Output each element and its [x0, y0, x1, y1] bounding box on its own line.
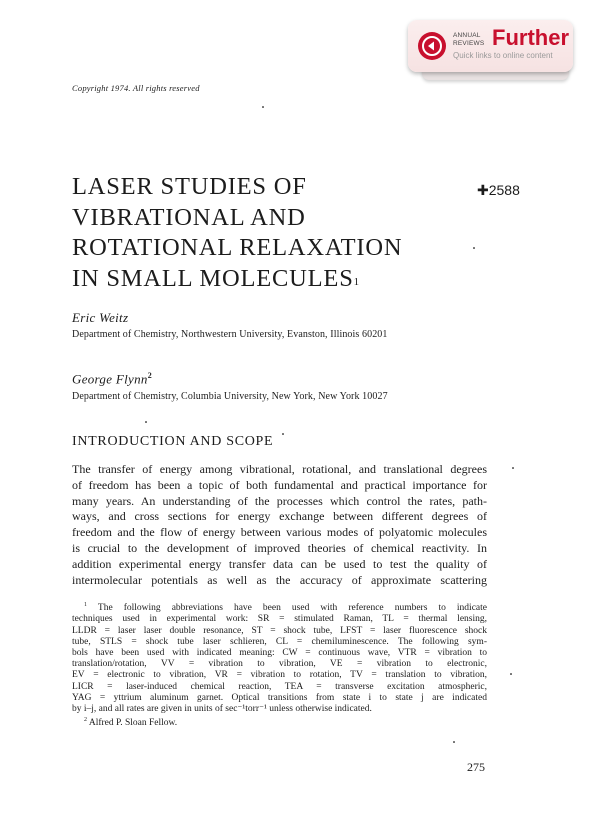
footnote-line: LICR = laser-induced chemical reaction, TEA = transverse excitation atmospheric,	[72, 681, 487, 692]
footnote-line: EV = electronic to vibration, VR = vibration to rotation, TV = translation to vibration,	[72, 670, 487, 681]
badge-tab	[422, 68, 569, 80]
title-footnote-mark: 1	[353, 275, 360, 288]
body-line: is crucial to the development of improved theories of chemical reactivity. In	[72, 540, 487, 555]
footnotes	[72, 600, 487, 730]
footnote-line: by i–j, and all rates are given in units of sec⁻¹torr⁻¹ unless otherwise indicated.	[72, 703, 372, 714]
scan-speck	[145, 421, 147, 423]
title-line: VIBRATIONAL AND	[72, 203, 306, 231]
title-line: ROTATIONAL RELAXATION	[72, 234, 403, 261]
footnote-line: $^1$ The following abbreviations have been used with reference numbers to indicate	[84, 602, 487, 614]
body-line: many years. An understanding of the processes which control the rates, path-	[72, 493, 487, 508]
scan-speck	[512, 467, 514, 469]
scan-speck	[473, 247, 475, 249]
scan-speck	[282, 433, 284, 435]
arrow-left-circle-icon	[418, 32, 446, 60]
body-line: The transfer of energy among vibrational, rotational, and translational degrees	[72, 462, 487, 476]
author-name: George Flynn$^2$	[72, 371, 152, 387]
body-line: addition experimental energy transfer data can be used to test the quality of	[72, 556, 487, 571]
author-footnote-mark: 2	[147, 371, 152, 380]
footnote-mark: 1	[84, 602, 87, 608]
copyright-notice: Copyright 1974. All rights reserved	[72, 83, 200, 93]
footnote-mark: 2	[84, 717, 87, 724]
scan-speck	[510, 673, 512, 675]
scan-speck	[262, 106, 264, 108]
body-paragraph	[72, 462, 487, 588]
title-line: IN SMALL MOLECULES$^1$	[72, 264, 360, 292]
author-affiliation: Department of Chemistry, Columbia University, New York, New York 10027	[72, 391, 388, 402]
article-title	[72, 172, 402, 294]
title-line: LASER STUDIES OF	[72, 173, 307, 200]
body-line: intermolecular potentials as well as the accuracy of approximate scattering	[72, 572, 487, 587]
footnote-line: translation/rotation, VV = vibration to vibration, VE = vibration to electronic,	[72, 659, 487, 670]
footnote-line: YAG = yttrium aluminum garnet. Optical transitions from state i to state j are indicated	[72, 692, 487, 703]
section-heading: INTRODUCTION AND SCOPE	[72, 434, 274, 449]
footnote-line: $^2$ Alfred P. Sloan Fellow.	[84, 717, 178, 729]
author-name: Eric Weitz	[72, 310, 129, 325]
reference-code: ✚2588	[477, 182, 520, 198]
page-number: 275	[467, 760, 485, 774]
badge-annual-reviews-text: ANNUAL REVIEWS	[453, 32, 485, 47]
footnote-line: bols have been used with indicated meaning: CW = continuous wave, VTR = vibration to	[72, 647, 487, 658]
author-affiliation: Department of Chemistry, Northwestern University, Evanston, Illinois 60201	[72, 329, 388, 340]
footnote-line: tube, STLS = shock tube laser schlieren, CL = chemiluminescence. The following sym-	[72, 636, 487, 647]
body-line: of freedom has been a topic of both fundamental and practical importance for	[72, 477, 487, 492]
body-line: ways, and cross sections for energy exchange between different degrees of	[72, 509, 487, 524]
body-line: freedom and the flow of energy between various modes of polyatomic molecules	[72, 525, 487, 540]
footnote-line: LLDR = laser laser double resonance, ST = shock tube, LFST = laser fluorescence shock	[72, 625, 487, 636]
scan-speck	[453, 741, 455, 743]
badge-quick-links-text: Quick links to online content	[453, 51, 553, 60]
annual-reviews-further-badge[interactable]	[408, 20, 573, 72]
footnote-line: techniques used in experimental work: SR = stimulated Raman, TL = thermal lensing,	[72, 614, 487, 625]
badge-further-text: Further	[492, 25, 569, 50]
